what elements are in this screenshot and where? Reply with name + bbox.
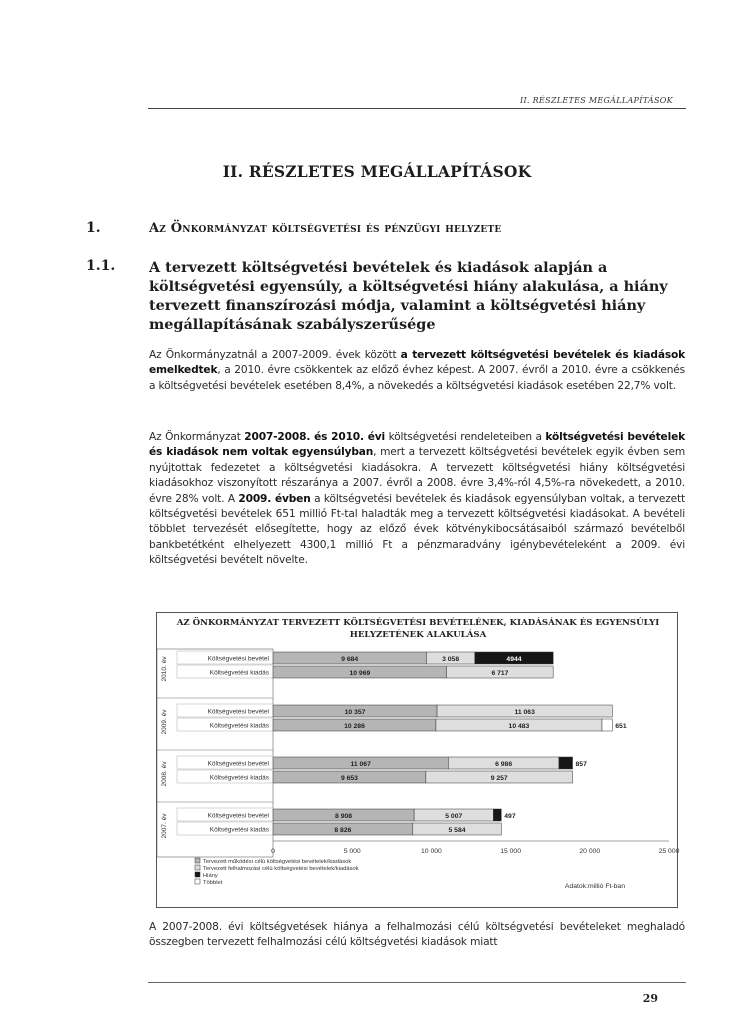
bar-value-label: 497 — [504, 813, 516, 820]
footer-rule — [148, 982, 686, 983]
para2-bold-3: 2009. évben — [238, 492, 311, 505]
unit-note: Adatok:millió Ft-ban — [564, 883, 625, 890]
x-tick-label: 10 000 — [421, 848, 442, 855]
row-label: Költségvetési kiadás — [209, 669, 269, 677]
para1-text-2: , a 2010. évre csökkentek az előző évhez képest. A 2007. évről a 2010. évre a csökkenés a költségvetési bevételek esetében 8,4%, a növekedés a költségvetési kiadások esetében 22,7% volt. — [149, 364, 685, 392]
x-tick-label: 25 000 — [658, 848, 680, 855]
para2-bold-1: 2007-2008. és 2010. évi — [244, 431, 386, 443]
bar-value-label: 11 063 — [514, 709, 535, 716]
bar-value-label: 8 908 — [335, 813, 353, 820]
bar-value-label: 651 — [615, 723, 627, 730]
para2-text-4: a költségvetési bevételek és kiadások egyensúlyban voltak, a tervezett költségvetési bevételek 651 millió Ft-tal haladták meg a tervezett költségvetési kiadásokat. A bevételi többlet tervezését elősegítette, hogy az előző évek kötvénykibocsátásaiból származó bevételből bankbetétként elhelyezett 4300,1 millió Ft a pénzmaradvány igénybevételeként a 2009. évi költségvetési bevételt növelte. — [149, 492, 686, 567]
section-title-text: Az Önkormányzat költségvetési és pénzügyi helyzete — [149, 221, 502, 236]
page-number: 29 — [642, 992, 658, 1005]
chart-container — [156, 612, 678, 908]
row-label: Költségvetési bevétel — [207, 812, 269, 820]
bar-value-label: 10 483 — [508, 723, 530, 730]
bar-value-label: 5 007 — [445, 813, 463, 820]
paragraph-3: A 2007-2008. évi költségvetések hiánya a felhalmozási célú költségvetési bevételeket meghaladó összegben tervezett felhalmozási célú költségvetési kiadások miatt — [149, 921, 685, 949]
bar-value-label: 3 058 — [442, 656, 460, 663]
x-tick-label: 20 000 — [579, 848, 601, 855]
para1-bold-1: a tervezett költségvetési bevételek és kiadások emelkedtek — [149, 349, 685, 377]
row-label: Költségvetési bevétel — [207, 708, 269, 716]
subsection-title: A tervezett költségvetési bevételek és kiadások alapján a költségvetési egyensúly, a költségvetési hiány alakulása, a hiány tervezett finanszírozási módja, valamint a költségvetési hiány megállapításának szabályszerűsége — [149, 259, 668, 333]
year-label: 2009. év — [161, 709, 168, 735]
legend-swatch — [195, 858, 200, 863]
bar-segment-hiany — [493, 809, 501, 821]
subsection-number: 1.1. — [86, 258, 116, 274]
section-number: 1. — [86, 220, 101, 236]
bar-value-label: 11 067 — [350, 761, 371, 768]
bar-segment-tobblet — [602, 719, 612, 731]
legend-label: Tervezett működési célú költségvetési bevételek/kiadások — [203, 859, 352, 865]
bar-value-label: 5 584 — [448, 827, 466, 834]
x-tick-label: 15 000 — [500, 848, 521, 855]
chapter-title: II. RÉSZLETES MEGÁLLAPÍTÁSOK — [222, 162, 532, 181]
bar-value-label: 857 — [575, 761, 587, 768]
bar-chart — [157, 613, 680, 907]
year-label: 2007. év — [161, 813, 168, 839]
row-label: Költségvetési bevétel — [207, 655, 269, 663]
para2-text-2: költségvetési rendeleteiben a — [385, 431, 546, 443]
para2-bold-2: költségvetési bevételek és kiadások nem voltak egyensúlyban — [149, 431, 686, 459]
bar-value-label: 10 286 — [344, 723, 365, 730]
header-rule — [148, 108, 686, 109]
year-label: 2008. év — [161, 761, 168, 787]
bar-value-label: 10 357 — [344, 709, 366, 716]
bar-segment-hiany — [559, 757, 573, 769]
legend-swatch — [195, 865, 200, 870]
legend-label: Hiány — [203, 873, 218, 879]
running-header: II. RÉSZLETES MEGÁLLAPÍTÁSOK — [520, 96, 673, 105]
chart-title: AZ ÖNKORMÁNYZAT TERVEZETT KÖLTSÉGVETÉSI BEVÉTELÉNEK, KIADÁSÁNAK ÉS EGYENSÚLYI HELYZETÉNEK ALAKULÁSA — [176, 618, 660, 640]
row-label: Költségvetési bevétel — [207, 760, 269, 768]
bar-value-label: 9 257 — [490, 775, 508, 782]
x-tick-label: 5 000 — [343, 848, 361, 855]
legend-swatch — [195, 879, 200, 884]
bar-value-label: 6 717 — [491, 670, 509, 677]
row-label: Költségvetési kiadás — [209, 774, 269, 782]
para2-text-1: Az Önkormányzat — [149, 431, 245, 443]
bar-value-label: 9 684 — [341, 656, 359, 663]
bar-value-label: 10 969 — [349, 670, 371, 677]
year-label: 2010. év — [161, 656, 168, 682]
bar-value-label: 9 653 — [340, 775, 358, 782]
section-title — [149, 221, 501, 236]
row-label: Költségvetési kiadás — [209, 722, 269, 730]
row-label: Költségvetési kiadás — [209, 826, 269, 834]
x-tick-label: 0 — [271, 848, 275, 855]
bar-value-label: 6 986 — [495, 761, 513, 768]
bar-value-label: 8 826 — [334, 827, 352, 834]
bar-value-label: 4944 — [506, 656, 522, 663]
paragraph-1 — [149, 348, 685, 394]
legend-label: Tervezett felhalmozási célú költségvetési bevételek/kiadások — [203, 866, 359, 872]
legend-swatch — [195, 872, 200, 877]
paragraph-2 — [149, 430, 685, 569]
para2-text-3: , mert a tervezett költségvetési bevételek egyik évben sem nyújtottak fedezetet a költségvetési kiadásokra. A tervezett költségvetési hiány költségvetési kiadásokhoz viszonyított részaránya a 2007. évről a 2008. évre 3,4%-ról 4,5%-ra növekedett, a 2010. évre 28% volt. A — [149, 446, 685, 505]
legend-label: Többlet — [203, 880, 223, 886]
para1-text-1: Az Önkormányzatnál a 2007-2009. évek között — [149, 349, 401, 361]
